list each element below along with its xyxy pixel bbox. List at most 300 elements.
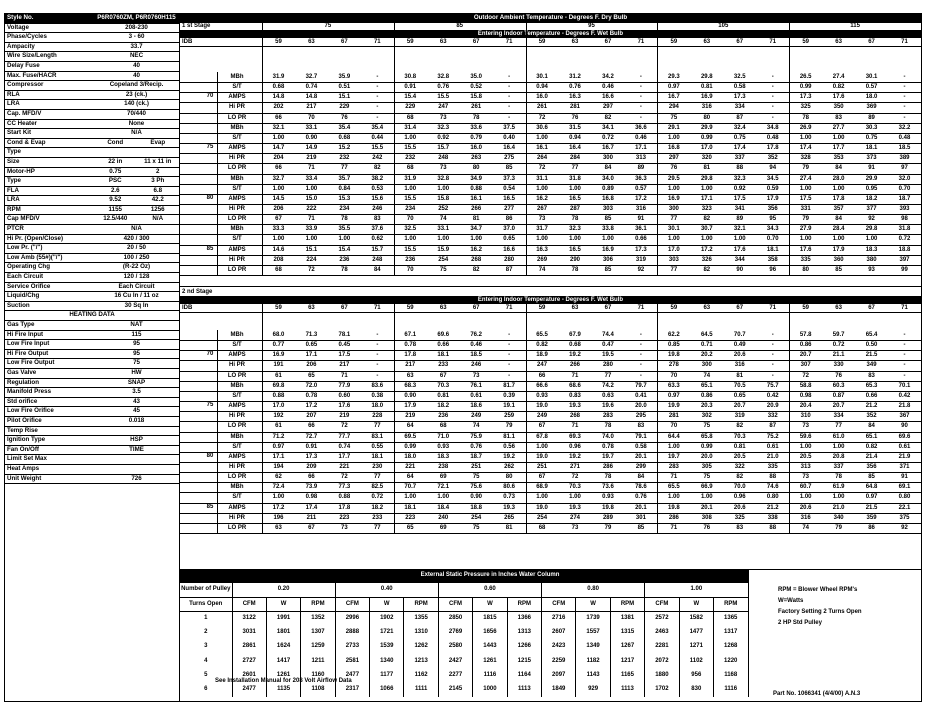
table-cell: -	[508, 342, 511, 349]
table-cell: -	[639, 74, 642, 80]
table-cell: 20.0	[700, 453, 713, 460]
table-cell: 313	[635, 155, 646, 162]
table-cell: 93	[868, 266, 875, 273]
airflow-cell: 1317	[713, 626, 748, 640]
compressor-spec-row	[5, 129, 179, 139]
airflow-cell: 1162	[404, 668, 438, 682]
table-cell: 17.6	[733, 246, 746, 253]
table-cell: 0.93	[602, 494, 614, 501]
table-cell: -	[771, 372, 774, 379]
refrigerant-row	[5, 282, 179, 292]
heating-row-cell	[94, 455, 179, 465]
table-cell: 275	[504, 155, 515, 162]
wet-bulb-header: 59	[802, 39, 810, 45]
note-watts: W=Watts	[778, 598, 804, 604]
table-cell: 17.9	[766, 195, 779, 202]
table-cell: 31.8	[898, 226, 911, 233]
table-cell: 262	[504, 463, 515, 470]
table-cell: 18.0	[404, 453, 417, 460]
airflow-cell: 3122	[232, 612, 266, 626]
grid-line	[394, 304, 395, 533]
table-cell: 323	[701, 205, 712, 212]
airflow-cell: 1066	[370, 683, 404, 697]
airflow-unit-header: W	[370, 597, 404, 611]
table-cell: 18.3	[865, 246, 878, 253]
table-cell: 77.9	[338, 382, 351, 389]
table-cell: 30.1	[536, 74, 548, 80]
table-cell: 80.6	[503, 484, 515, 491]
table-cell: 1.00	[404, 236, 417, 243]
static-pressure-header: 0.60	[438, 583, 541, 597]
airflow-cell: 1539	[370, 640, 404, 654]
table-cell: 20.6	[733, 504, 746, 511]
table-cell: 71.3	[305, 332, 318, 338]
table-cell: 337	[833, 463, 844, 470]
table-cell: 18.2	[865, 195, 878, 202]
table-cell: 19.7	[602, 453, 614, 460]
table-cell: -	[639, 332, 642, 338]
table-cell: 31.9	[404, 175, 417, 182]
table-cell: 77	[670, 266, 678, 273]
airflow-cell: 1315	[610, 626, 644, 640]
wet-bulb-header: 63	[571, 305, 579, 311]
table-cell: 0.65	[733, 392, 746, 399]
table-cell: 63	[406, 372, 414, 379]
table-cell: 319	[635, 256, 646, 263]
airflow-cell: 1217	[610, 654, 644, 668]
param-label: Hi PR	[228, 205, 246, 212]
table-cell: 65	[308, 372, 315, 379]
table-cell: 247	[537, 362, 548, 369]
table-cell: 325	[734, 514, 745, 521]
table-cell: 0.98	[799, 392, 812, 399]
param-label: Hi PR	[228, 413, 246, 420]
table-cell: 72.1	[437, 484, 450, 491]
table-cell: -	[771, 74, 774, 80]
table-cell: -	[903, 372, 906, 379]
table-cell: 284	[570, 155, 581, 162]
table-cell: 92	[901, 524, 908, 531]
table-cell: 369	[866, 104, 877, 111]
table-cell: 1.00	[536, 134, 548, 141]
table-cell: -	[508, 114, 511, 121]
table-cell: 261	[537, 104, 548, 111]
table-cell: 0.92	[437, 134, 450, 141]
table-cell: 17.1	[635, 145, 647, 152]
table-cell: 0.66	[635, 236, 647, 243]
table-cell: 18.0	[865, 94, 878, 101]
heating-row	[5, 474, 179, 484]
idb-value: 80	[206, 452, 214, 459]
table-cell: 73	[538, 216, 546, 223]
wet-bulb-header: 63	[835, 39, 842, 45]
table-cell: 334	[833, 413, 844, 420]
airflow-cell: 2072	[645, 654, 679, 668]
table-cell: 341	[734, 205, 745, 212]
heating-row-cell: HW	[94, 368, 179, 378]
spec-row-cell: 40	[94, 61, 179, 71]
compressor-row-cell: Compressor	[5, 81, 94, 91]
table-cell: 300	[602, 155, 613, 162]
table-cell: 0.88	[338, 494, 351, 501]
table-cell: 73.6	[602, 484, 614, 491]
table-cell: 271	[570, 463, 581, 470]
spec-row	[5, 61, 179, 71]
table-cell: 232	[405, 155, 416, 162]
table-cell: 59.6	[799, 433, 812, 440]
compressor-spec-row-cell: Cap. MFD/V	[5, 109, 94, 119]
cond-evap-row	[5, 186, 179, 196]
airflow-cell: 1177	[370, 668, 404, 682]
table-cell: 297	[668, 155, 679, 162]
table-cell: 19.2	[569, 453, 581, 460]
table-cell: 92	[868, 216, 875, 223]
table-cell: 29.8	[865, 226, 878, 233]
table-cell: 17.6	[799, 246, 812, 253]
table-cell: 71	[341, 372, 348, 379]
param-label: S/T	[232, 84, 242, 91]
table-cell: 30.1	[668, 226, 680, 233]
table-cell: -	[376, 352, 379, 359]
heating-row	[5, 340, 179, 350]
table-cell: 15.8	[470, 94, 483, 101]
table-cell: 0.46	[635, 134, 647, 141]
wet-bulb-header: 59	[802, 305, 810, 311]
table-cell: -	[376, 114, 379, 121]
table-cell: 20.1	[700, 504, 713, 511]
grid-line	[180, 286, 921, 287]
table-cell: 1.00	[602, 236, 614, 243]
heating-row-cell: Hi Fire Input	[5, 330, 94, 340]
table-cell: 17.5	[733, 195, 746, 202]
heating-row	[5, 397, 179, 407]
table-cell: 27.9	[799, 226, 812, 233]
table-cell: 69.5	[404, 433, 417, 440]
table-cell: 91	[637, 216, 645, 223]
table-cell: 206	[273, 205, 284, 212]
airflow-cell: 1352	[301, 612, 335, 626]
table-cell: 77	[670, 216, 678, 223]
param-label: LO PR	[227, 372, 247, 379]
airflow-cell: 1355	[404, 612, 438, 626]
table-cell: -	[508, 84, 511, 91]
table-cell: -	[639, 94, 642, 101]
table-cell: 20.6	[799, 504, 812, 511]
compressor-spec-row	[5, 109, 179, 119]
table-cell: 72	[538, 165, 546, 172]
table-cell: 69	[439, 474, 447, 481]
table-cell: 66.6	[536, 382, 548, 389]
table-cell: 0.86	[700, 392, 713, 399]
cond-evap-header-row-cell: Cond & Evap	[5, 138, 94, 148]
refrigerant-row	[5, 273, 179, 283]
table-cell: 60.3	[832, 382, 845, 389]
table-cell: 16.8	[602, 195, 614, 202]
airflow-cell: 1624	[266, 640, 300, 654]
table-cell: 77	[373, 524, 381, 531]
table-cell: 65.4	[865, 332, 878, 338]
cond-evap-row-cell: 0.75	[94, 167, 136, 177]
table-cell: 17.3	[635, 246, 647, 253]
compressor-spec-row	[5, 90, 179, 100]
airflow-unit-header: CFM	[232, 597, 266, 611]
table-cell: 17.8	[404, 352, 417, 359]
table-cell: 0.75	[733, 134, 746, 141]
table-cell: 1.00	[668, 185, 680, 192]
refrigerant-row-cell: PTCR	[5, 225, 94, 235]
table-cell: -	[903, 84, 906, 91]
table-cell: 0.82	[865, 443, 878, 450]
param-label: AMPS	[228, 453, 246, 460]
static-pressure-header: 0.80	[542, 583, 645, 597]
table-cell: 38.2	[371, 175, 384, 182]
airflow-cell: 1102	[679, 654, 713, 668]
table-cell: 319	[734, 413, 745, 420]
heating-row-cell: Ignition Type	[5, 436, 94, 446]
table-cell: 19.8	[668, 352, 680, 359]
table-cell: 0.70	[766, 236, 779, 243]
airflow-cell: 1000	[473, 683, 507, 697]
table-cell: 73	[571, 524, 579, 531]
table-cell: 1.00	[799, 494, 812, 501]
table-cell: 61	[275, 423, 282, 430]
turns-open-value: 2	[180, 626, 232, 640]
table-cell: 87	[736, 114, 744, 121]
table-cell: 98	[901, 216, 908, 223]
table-cell: -	[508, 332, 511, 338]
heating-row-cell: 45	[94, 407, 179, 417]
table-cell: 344	[734, 256, 745, 263]
idb-value: 75	[206, 402, 214, 409]
table-cell: 340	[833, 514, 844, 521]
table-cell: 19.5	[602, 352, 614, 359]
table-cell: 0.66	[865, 392, 878, 399]
table-cell: 0.74	[305, 84, 318, 91]
table-cell: 74.2	[602, 382, 614, 389]
turns-open-value: 3	[180, 640, 232, 654]
table-cell: 17.3	[733, 94, 746, 101]
table-cell: 286	[602, 463, 613, 470]
table-cell: 21.5	[865, 352, 878, 359]
table-cell: 283	[668, 463, 679, 470]
table-cell: 335	[800, 256, 811, 263]
table-cell: -	[639, 362, 642, 369]
param-label: MBh	[230, 74, 244, 80]
table-cell: 232	[339, 155, 350, 162]
param-label: MBh	[230, 226, 244, 233]
wet-bulb-header: 67	[341, 305, 348, 311]
table-cell: 72	[571, 474, 579, 481]
table-cell: 18.5	[898, 145, 911, 152]
heating-row	[5, 359, 179, 369]
heating-row	[5, 407, 179, 417]
grid-line	[180, 421, 921, 422]
table-cell: 72.0	[305, 382, 318, 389]
table-cell: 228	[372, 413, 383, 420]
airflow-cell: 1261	[266, 668, 300, 682]
table-cell: 17.5	[338, 352, 351, 359]
table-cell: 83	[373, 216, 381, 223]
airflow-cell: 2580	[438, 640, 472, 654]
table-cell: 0.54	[503, 185, 515, 192]
refrigerant-row-cell: Hi Pr. (Open/Close)	[5, 234, 94, 244]
table-cell: 30.1	[865, 74, 878, 80]
grid-line	[394, 22, 395, 275]
table-cell: 233	[438, 362, 449, 369]
table-cell: 82	[373, 165, 381, 172]
heating-row	[5, 445, 179, 455]
table-cell: 0.80	[898, 494, 911, 501]
airflow-cell: 1135	[266, 683, 300, 697]
airflow-unit-header: RPM	[507, 597, 541, 611]
table-cell: 278	[668, 362, 679, 369]
table-cell: 32.3	[733, 175, 746, 182]
table-cell: 77	[835, 423, 842, 430]
heating-row-cell: Low Fire Input	[5, 340, 94, 350]
table-cell: 70.3	[733, 433, 746, 440]
entering-indoor-title-2: Entering Indoor Temperature - Degrees F. Wet Bulb	[180, 296, 921, 304]
table-cell: 17.7	[338, 453, 351, 460]
grid-line	[180, 371, 921, 372]
compressor-spec-row-cell: 140 (ck.)	[94, 100, 179, 110]
table-cell: 80	[472, 165, 480, 172]
table-cell: 18.6	[470, 403, 483, 410]
heating-row-cell: Gas Type	[5, 321, 94, 331]
table-cell: 73	[802, 474, 810, 481]
cond-evap-row-cell: Size	[5, 157, 94, 167]
table-cell: 83	[868, 372, 875, 379]
table-cell: 0.97	[668, 392, 680, 399]
param-label: MBh	[230, 433, 244, 440]
table-cell: 0.46	[602, 84, 614, 91]
table-cell: 74	[802, 524, 810, 531]
airflow-cell: 1310	[404, 626, 438, 640]
wet-bulb-header: 67	[472, 305, 480, 311]
table-cell: -	[903, 342, 906, 349]
table-cell: 16.4	[503, 145, 515, 152]
table-cell: 31.2	[569, 74, 581, 80]
table-cell: 1.00	[536, 185, 548, 192]
param-label: AMPS	[228, 403, 246, 410]
airflow-cell: 3031	[232, 626, 266, 640]
wet-bulb-header: 59	[670, 39, 678, 45]
table-cell: 18.2	[371, 504, 384, 511]
cond-evap-row	[5, 215, 179, 225]
table-cell: 17.8	[338, 504, 351, 511]
airflow-cell: 1261	[473, 654, 507, 668]
table-cell: 303	[602, 205, 613, 212]
airflow-title: External Static Pressure in Inches Water Column	[232, 569, 748, 583]
turns-open-value: 4	[180, 654, 232, 668]
table-cell: 337	[734, 155, 745, 162]
table-cell: 83	[835, 114, 842, 121]
table-cell: 14.9	[305, 145, 318, 152]
table-cell: 0.45	[338, 342, 351, 349]
table-cell: 79	[802, 165, 810, 172]
airflow-cell: 2850	[438, 612, 472, 626]
table-cell: 78	[835, 474, 842, 481]
table-cell: 89	[637, 165, 645, 172]
airflow-cell: 2861	[232, 640, 266, 654]
table-cell: 1.00	[437, 185, 450, 192]
grid-line	[217, 330, 218, 533]
airflow-cell: 2733	[335, 640, 369, 654]
table-cell: -	[639, 84, 642, 91]
table-cell: 274	[570, 514, 581, 521]
table-cell: 79	[835, 524, 842, 531]
table-cell: 83.1	[371, 433, 384, 440]
cond-evap-header-row-cell: Cond	[94, 138, 136, 148]
compressor-spec-row-cell: 23 (ck.)	[94, 90, 179, 100]
table-cell: 81	[505, 524, 513, 531]
airflow-cell: 2716	[542, 612, 576, 626]
heating-row-cell: Gas Valve	[5, 368, 94, 378]
airflow-row	[180, 654, 748, 668]
wet-bulb-header: 71	[373, 305, 381, 311]
table-cell: 71	[670, 474, 678, 481]
table-cell: 287	[570, 205, 581, 212]
table-cell: 338	[767, 514, 778, 521]
table-cell: 65.3	[865, 382, 878, 389]
table-cell: 0.83	[569, 392, 581, 399]
table-cell: 280	[602, 362, 613, 369]
table-cell: 33.1	[305, 124, 318, 131]
grid-line	[180, 113, 921, 114]
compressor-spec-row-cell: CC Heater	[5, 119, 94, 129]
heating-row	[5, 368, 179, 378]
table-cell: -	[903, 114, 906, 121]
table-cell: 0.88	[272, 392, 285, 399]
spec-row-cell: Delay Fuse	[5, 61, 94, 71]
table-cell: 17.2	[700, 246, 713, 253]
cond-evap-row-cell: 6.8	[137, 186, 180, 196]
table-cell: 64.5	[700, 332, 713, 338]
table-cell: -	[508, 94, 511, 101]
table-cell: -	[508, 74, 511, 80]
table-cell: 16.7	[668, 94, 680, 101]
table-cell: 21.0	[766, 453, 779, 460]
table-cell: 66	[538, 372, 546, 379]
table-cell: 74.4	[602, 332, 614, 338]
table-cell: 18.8	[470, 504, 483, 511]
table-cell: 21.1	[832, 352, 845, 359]
table-cell: 69.3	[569, 433, 581, 440]
airflow-cell: 1113	[507, 683, 541, 697]
table-cell: 27.7	[832, 124, 845, 131]
table-cell: 389	[899, 155, 910, 162]
table-cell: 33.4	[305, 175, 318, 182]
airflow-cell: 1182	[576, 654, 610, 668]
wet-bulb-header: 67	[604, 39, 612, 45]
heating-row-cell: HSP	[94, 436, 179, 446]
table-cell: 1.00	[733, 236, 746, 243]
table-cell: 62	[275, 474, 282, 481]
table-cell: 377	[866, 205, 877, 212]
table-cell: 263	[471, 155, 482, 162]
table-cell: -	[508, 104, 511, 111]
heating-row	[5, 330, 179, 340]
table-cell: 60.7	[799, 484, 812, 491]
table-cell: 217	[339, 362, 350, 369]
airflow-cell: 2769	[438, 626, 472, 640]
table-cell: 67	[538, 423, 546, 430]
table-cell: -	[639, 352, 642, 359]
table-cell: 1.00	[569, 236, 581, 243]
table-cell: 17.6	[832, 94, 845, 101]
table-cell: 18.1	[865, 145, 878, 152]
table-cell: 0.46	[470, 342, 483, 349]
table-cell: 297	[602, 104, 613, 111]
